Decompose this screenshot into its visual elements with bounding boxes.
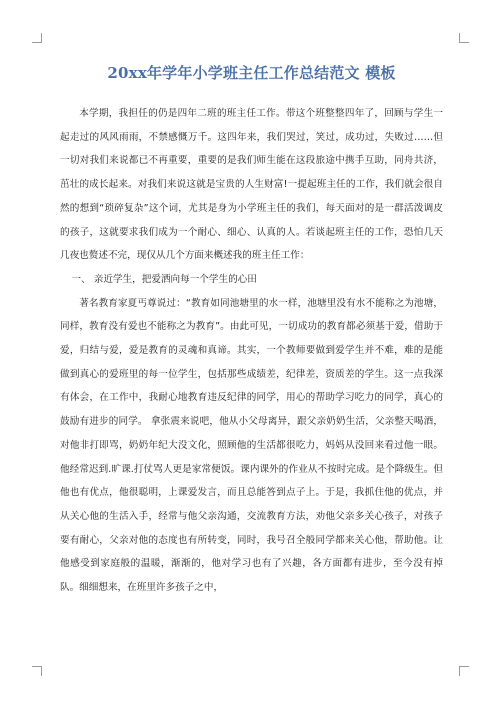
page-corner-mark-bottom-right — [459, 666, 469, 676]
page-corner-mark-bottom-left — [32, 666, 42, 676]
document-title: 20xx年学年小学班主任工作总结范文 模板 — [107, 64, 396, 82]
page-corner-mark-top-left — [32, 33, 42, 43]
intro-paragraph: 本学期，我担任的仍是四年二班的班主任工作。带这个班整整四年了，回顾与学生一起走过的风风雨雨，不禁感慨万千。这四年来，我们哭过，笑过，成功过，失败过……但一切对我们来说都已不再重要，重要的是我们师生能在这段旅途中携手互助，同舟共济，茁壮的成长起来。对我们来说这就是宝贵的人生财富!一提起班主任的工作，我们就会很自然的想到“琐碎复杂”这个词，尤其是身为小学班主任的我们，每天面对的是一群活泼调皮的孩子，这就要求我们成为一个耐心、细心、认真的人。若谈起班主任的工作，恐怕几天几夜也赘述不完，现仅从几个方面来概述我的班主任工作： — [60, 108, 443, 262]
section-1-paragraph: 著名教育家夏丐尊说过：“教育如同池塘里的水一样，池塘里没有水不能称之为池塘，同样，教育没有爱也不能称之为教育”。由此可见，一切成功的教育都必须基于爱，借助于爱，归结与爱，爱是教育的灵魂和真谛。其实，一个教师要做到爱学生并不难，难的是能做到真心的爱班里的每一位学生，包括那些成绩差，纪律差，资质差的学生。这一点我深有体会，在工作中，我耐心地教育违反纪律的同学，用心的帮助学习吃力的同学，真心的鼓励有进步的同学。 拿张震来说吧，他从小父母离异，跟父亲奶奶生活，父亲整天喝酒，对他非打即骂，奶奶年纪大没文化，照顾他的生活都很吃力，妈妈从没回来看过他一眼。他经常迟到.旷课.打仗骂人更是家常便饭。课内课外的作业从不按时完成。是个降级生。但他也有优点，他很聪明，上课爱发言，而且总能答到点子上。于是，我抓住他的优点，并从关心他的生活入手，经常与他父亲沟通，交流教育方法，劝他父亲多关心孩子，对孩子要有耐心，父亲对他的态度也有所转变，同时，我号召全般同学都来关心他，帮助他。让他感受到家庭般的温暖，渐渐的，他对学习也有了兴趣，各方面都有进步，至今没有掉队。细细想来，在班里许多孩子之中， — [60, 297, 443, 594]
page-corner-mark-top-right — [459, 33, 469, 43]
section-heading-1: 一、 亲近学生，把爱洒向每一个学生的心田 — [71, 273, 257, 285]
document-body — [60, 62, 443, 600]
